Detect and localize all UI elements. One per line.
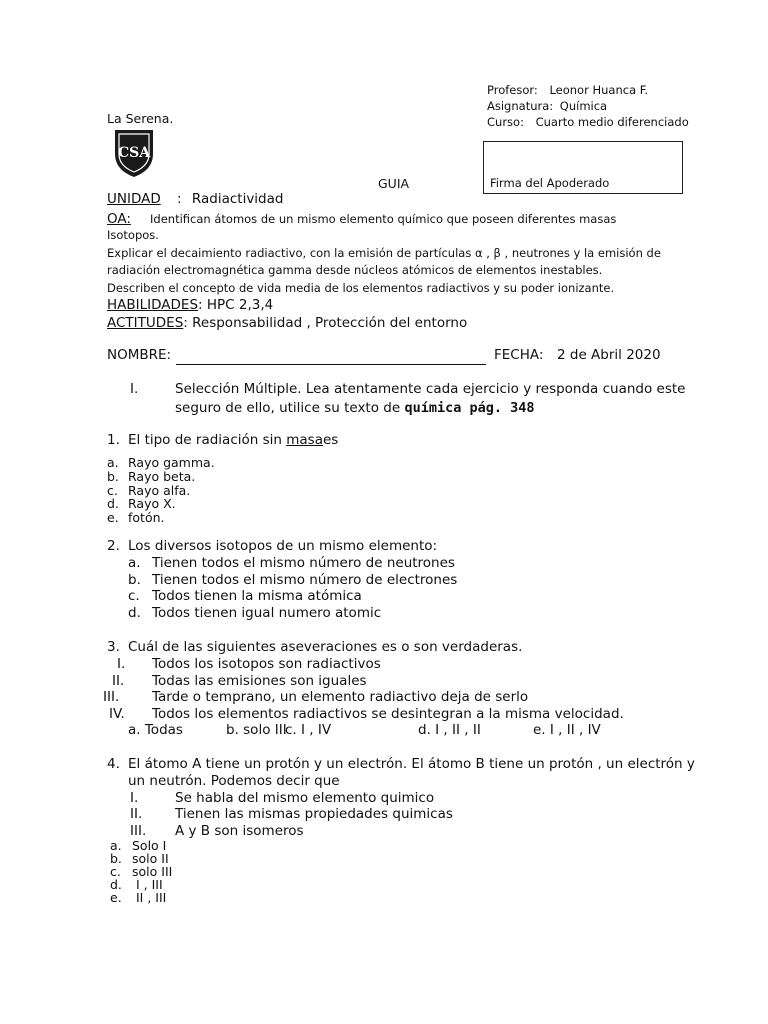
q3-text: Cuál de las siguientes aseveraciones es o son verdaderas. [128, 639, 523, 655]
q2-option-c-letter: c. [128, 588, 140, 604]
q4-option-d[interactable]: I , III [136, 877, 163, 892]
fecha-value: 2 de Abril 2020 [557, 347, 661, 363]
oa-line-5: Describen el concepto de vida media de los elementos radiactivos y su poder ionizante. [107, 281, 615, 295]
q3-statement-3-roman: III. [103, 689, 120, 705]
q4-line-2: un neutrón. Podemos decir que [128, 773, 340, 789]
q1-option-d[interactable]: Rayo X. [128, 496, 176, 511]
q2-text: Los diversos isotopos de un mismo elemento: [128, 538, 438, 554]
section-line-2-text: seguro de ello, utilice su texto de [175, 400, 401, 416]
signature-label: Firma del Apoderado [490, 176, 610, 190]
section-line-2 [175, 400, 535, 416]
section-reference: química pág. 348 [404, 400, 535, 416]
actitudes-value: : Responsabilidad , Protección del entorno [183, 315, 468, 331]
q3-number: 3. [107, 639, 120, 655]
q4-option-a-letter: a. [110, 838, 122, 853]
q3-statement-2-roman: II. [112, 673, 125, 689]
q4-statement-3: A y B son isomeros [175, 823, 304, 839]
nombre-field[interactable] [176, 364, 486, 365]
q3-answer-e[interactable]: e. I , II , IV [533, 722, 601, 738]
curso-value: Cuarto medio diferenciado [535, 115, 689, 129]
nombre-label: NOMBRE: [107, 347, 172, 363]
q3-statement-2: Todas las emisiones son iguales [152, 673, 367, 689]
q3-answer-b[interactable]: b. solo III [226, 722, 287, 738]
q2-option-a-letter: a. [128, 555, 141, 571]
city-label: La Serena. [107, 111, 174, 126]
section-marker: I. [130, 381, 139, 397]
q1-option-e[interactable]: fotón. [128, 510, 165, 525]
q1-option-c-letter: c. [107, 483, 118, 498]
q3-answer-c[interactable]: c. I , IV [285, 722, 332, 738]
curso-row [487, 115, 689, 129]
habilidades-row [107, 297, 273, 313]
q4-option-a[interactable]: Solo I [132, 838, 167, 853]
q4-option-c-letter: c. [110, 864, 121, 879]
q2-option-c[interactable]: Todos tienen la misma atómica [152, 588, 362, 604]
curso-label: Curso: [487, 115, 524, 129]
unidad-sep: : [177, 191, 182, 207]
oa-label: OA: [107, 211, 131, 227]
oa-line-2: Isotopos. [107, 228, 159, 242]
school-logo-icon [112, 128, 156, 178]
fecha-label: FECHA: [494, 347, 544, 363]
habilidades-value: : HPC 2,3,4 [198, 297, 274, 313]
q1-option-d-letter: d. [107, 496, 119, 511]
svg-text:CSA: CSA [117, 145, 151, 161]
q4-option-c[interactable]: solo III [132, 864, 173, 879]
q4-line-1: El átomo A tiene un protón y un electrón. El átomo B tiene un protón , un electrón y [128, 756, 695, 772]
asignatura-label: Asignatura: [487, 99, 554, 113]
unidad-label: UNIDAD [107, 191, 161, 207]
q1-option-b-letter: b. [107, 469, 119, 484]
q1-text-a: El tipo de radiación sin [128, 432, 282, 448]
unidad-row [107, 191, 283, 207]
q3-statement-4-roman: IV. [109, 706, 125, 722]
oa-line-3: Explicar el decaimiento radiactivo, con la emisión de partículas α , β , neutrones y la emisión de [107, 246, 661, 260]
q4-option-e[interactable]: II , III [136, 890, 167, 905]
q4-statement-1-roman: I. [130, 790, 139, 806]
profesor-value: Leonor Huanca F. [549, 83, 649, 97]
oa-row [107, 208, 616, 227]
q4-option-b-letter: b. [110, 851, 122, 866]
q1-option-b[interactable]: Rayo beta. [128, 469, 196, 484]
q2-option-b[interactable]: Tienen todos el mismo número de electrones [152, 572, 458, 588]
profesor-label: Profesor: [487, 83, 538, 97]
q3-statement-1: Todos los isotopos son radiactivos [152, 656, 381, 672]
asignatura-value: Química [559, 99, 608, 113]
q3-statement-3: Tarde o temprano, un elemento radiactivo deja de serlo [152, 689, 529, 705]
q4-statement-1: Se habla del mismo elemento quimico [175, 790, 435, 806]
q3-statement-4: Todos los elementos radiactivos se desintegran a la misma velocidad. [152, 706, 624, 722]
doc-type-title: GUIA [378, 176, 410, 191]
section-line-1: Selección Múltiple. Lea atentamente cada ejercicio y responda cuando este [175, 381, 686, 397]
actitudes-label: ACTITUDES [107, 315, 184, 331]
q3-answer-a[interactable]: a. Todas [128, 722, 183, 738]
q4-number: 4. [107, 756, 120, 772]
q4-option-e-letter: e. [110, 890, 122, 905]
q1-option-c[interactable]: Rayo alfa. [128, 483, 191, 498]
q1-number: 1. [107, 432, 120, 448]
q4-statement-2-roman: II. [130, 806, 143, 822]
q4-option-b[interactable]: solo II [132, 851, 169, 866]
q2-option-d-letter: d. [128, 605, 141, 621]
q2-option-d[interactable]: Todos tienen igual numero atomic [152, 605, 382, 621]
q4-statement-3-roman: III. [130, 823, 147, 839]
actitudes-row [107, 315, 467, 331]
q3-statement-1-roman: I. [117, 656, 126, 672]
q2-option-a[interactable]: Tienen todos el mismo número de neutrones [152, 555, 455, 571]
q1-text-underlined: masa [286, 432, 323, 448]
q4-option-d-letter: d. [110, 877, 122, 892]
q1-text [128, 432, 338, 448]
q4-statement-2: Tienen las mismas propiedades quimicas [175, 806, 453, 822]
q1-option-a-letter: a. [107, 455, 119, 470]
q3-answer-d[interactable]: d. I , II , II [418, 722, 481, 738]
habilidades-label: HABILIDADES [107, 297, 199, 313]
q1-text-b: es [322, 432, 339, 448]
q1-option-a[interactable]: Rayo gamma. [128, 455, 215, 470]
oa-line-4: radiación electromagnética gamma desde núcleos atómicos de elementos inestables. [107, 263, 603, 277]
asignatura-row [487, 99, 607, 113]
profesor-row [487, 83, 648, 97]
signature-box[interactable] [483, 141, 683, 194]
oa-line-1: Identifican átomos de un mismo elemento químico que poseen diferentes masas [150, 212, 617, 226]
q1-option-e-letter: e. [107, 510, 119, 525]
unidad-value: Radiactividad [191, 191, 284, 207]
q2-option-b-letter: b. [128, 572, 141, 588]
q2-number: 2. [107, 538, 120, 554]
